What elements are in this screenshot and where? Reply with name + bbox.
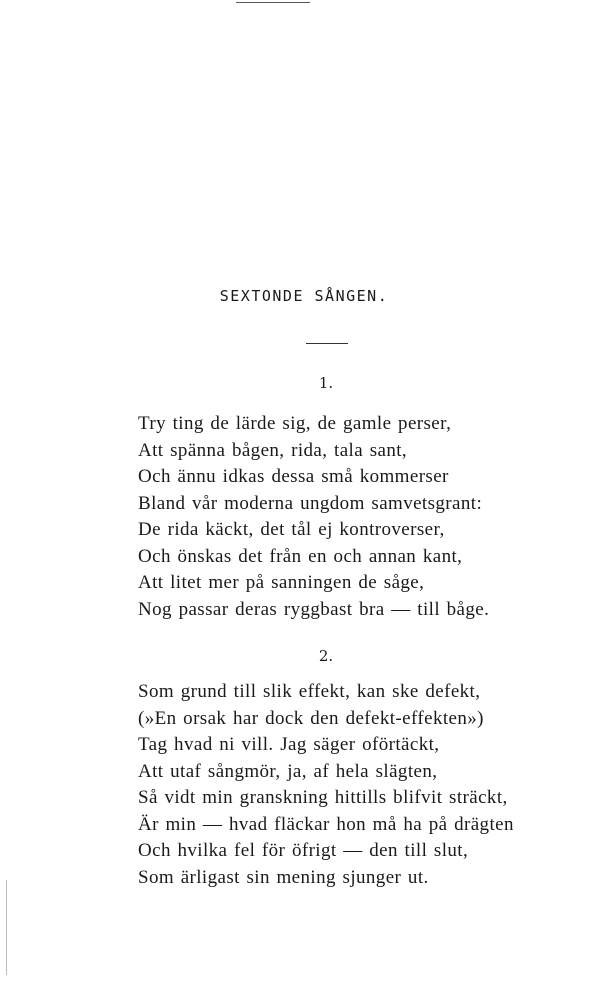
verse-line: Och önskas det från en och annan kant,	[138, 545, 463, 567]
verse-line: Att spänna bågen, rida, tala sant,	[138, 439, 408, 461]
verse-line: Som grund till slik effekt, kan ske defekt,	[138, 681, 481, 702]
verse-line: Tag hvad ni vill. Jag säger oförtäckt,	[138, 734, 440, 755]
page-edge-line	[6, 880, 7, 975]
stanza-number: 1.	[318, 374, 334, 392]
verse-line: Bland vår moderna ungdom samvetsgrant:	[138, 492, 483, 514]
verse-line: Är min — hvad fläckar hon må ha på drägten	[138, 813, 514, 835]
title-divider	[306, 343, 348, 344]
stanza-1	[138, 411, 578, 623]
chapter-title: SEXTONDE SÅNGEN.	[219, 287, 389, 305]
top-rule	[236, 2, 310, 3]
verse-line: (»En orsak har dock den defekt-effekten»)	[138, 707, 484, 729]
verse-line: Och ännu idkas dessa små kommerser	[138, 466, 449, 487]
verse-line: Att utaf sångmör, ja, af hela slägten,	[138, 760, 438, 782]
verse-line: De rida käckt, det tål ej kontroverser,	[138, 519, 445, 540]
verse-line: Nog passar deras ryggbast bra — till båge.	[138, 598, 490, 620]
verse-line: Try ting de lärde sig, de gamle perser,	[138, 413, 452, 434]
stanza-2	[138, 679, 578, 891]
verse-line: Att litet mer på sanningen de såge,	[138, 572, 425, 593]
stanza-number: 2.	[318, 647, 334, 665]
verse-line: Som ärligast sin mening sjunger ut.	[138, 866, 429, 888]
verse-line: Så vidt min granskning hittills blifvit sträckt,	[138, 787, 508, 808]
verse-line: Och hvilka fel för öfrigt — den till slut,	[138, 840, 469, 861]
